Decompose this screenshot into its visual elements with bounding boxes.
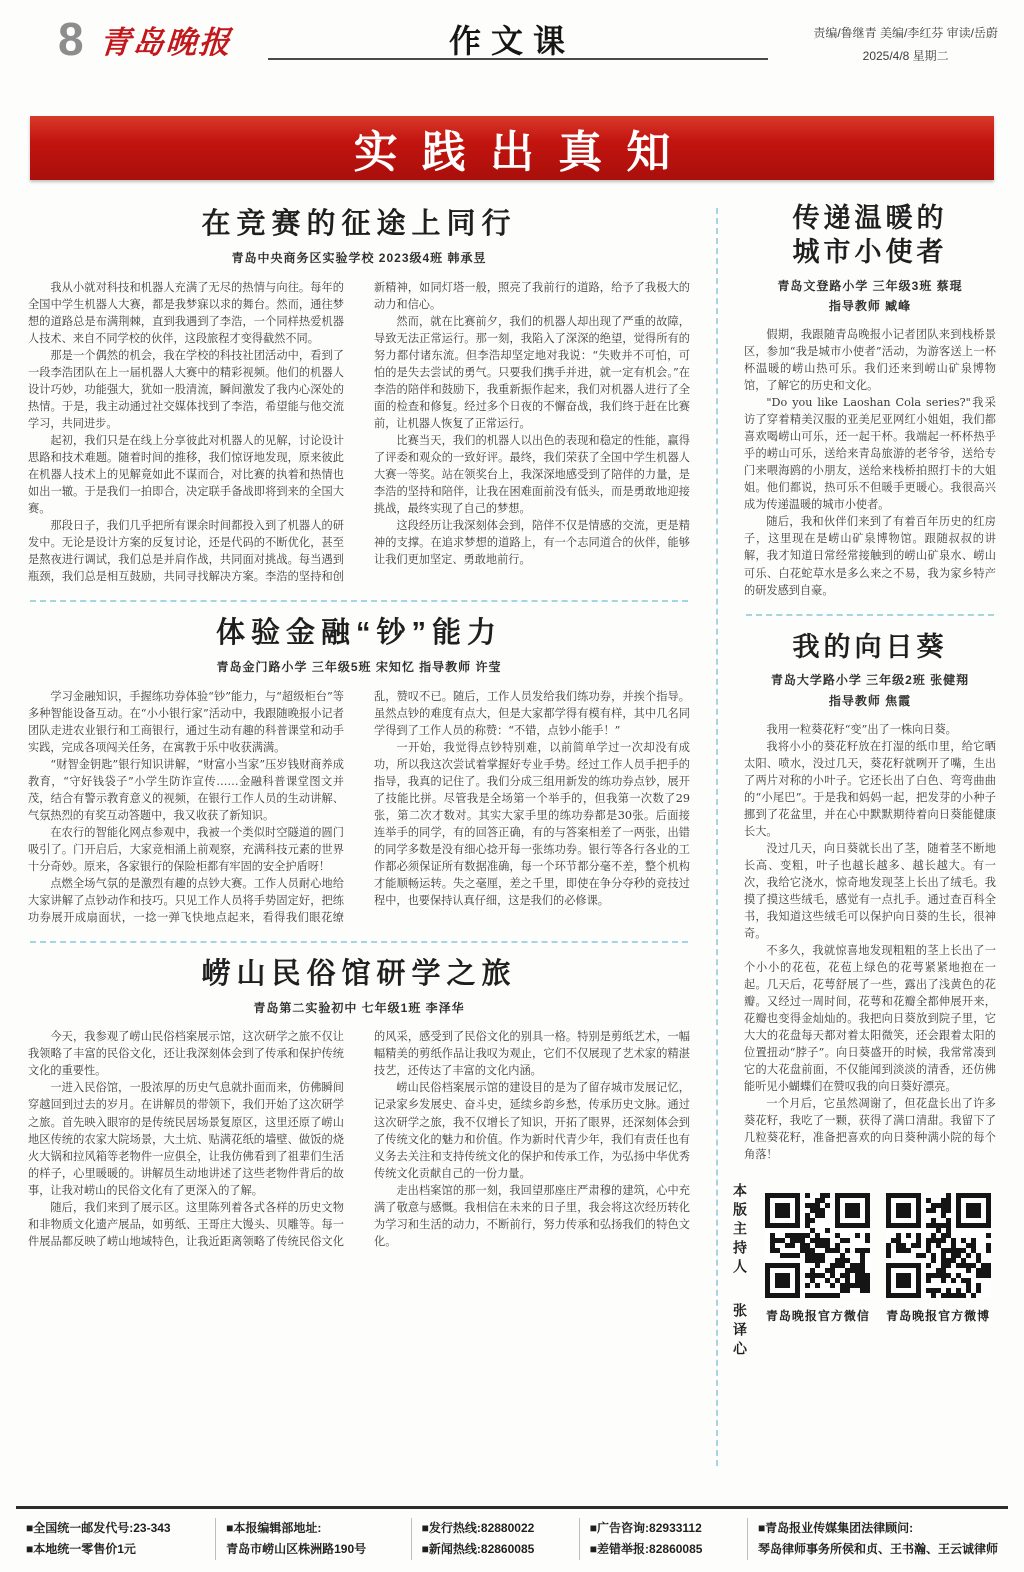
qr-weibo-caption: 青岛晚报官方微博 <box>886 1309 991 1324</box>
vertical-dashed-divider <box>716 208 718 1466</box>
page-number: 8 <box>58 13 84 65</box>
footer-hotlines: ■发行热线:82880022 ■新闻热线:82860085 <box>411 1518 545 1560</box>
footer-columns <box>16 1518 1008 1560</box>
page-host-name: 张译心 <box>732 1303 748 1361</box>
dashed-divider <box>30 941 688 943</box>
host-and-qr-row <box>732 1179 996 1373</box>
paragraph: 随后，我和伙伴们来到了有着百年历史的红房子，这里现在是崂山矿泉博物馆。跟随叔叔的讲解，我才知道日常经常接触到的崂山矿泉水、崂山可乐、白花蛇草水是多么来之不易，我为家乡特产的研发感到自豪。 <box>744 515 996 597</box>
article-body <box>744 326 996 598</box>
article-city-messenger <box>744 200 996 599</box>
article-body <box>744 721 996 1163</box>
paragraph: 一进入民俗馆，一股浓厚的历史气息就扑面而来，仿佛瞬间穿越回到过去的岁月。在讲解员的带领下，我们开始了这次研学之旅。首先映入眼帘的是传统民居场景复原区，这里还原了崂山地区传统的农家大院场景，大土炕、贴满花纸的墙壁、做饭的烧火大锅和拉风箱等老物件一应俱全，让我仿佛看到了祖辈们生活的样子，心里暖暖的。讲解员生动地讲述了这些老物件背后的故事，让我对崂山的民俗文化有了更深入的了解。 <box>28 1081 344 1197</box>
footer-postal-info: ■全国统一邮发代号:23-343 ■本地统一零售价1元 <box>26 1521 171 1556</box>
article-byline: 青岛大学路小学 三年级2班 张健翔 指导教师 焦霞 <box>744 670 996 711</box>
article-title: 传递温暖的 城市小使者 <box>792 203 948 267</box>
date-line: 2025/4/8 星期二 <box>862 48 949 63</box>
footer-ads-reports: ■广告咨询:82933112 ■差错举报:82860085 <box>579 1518 713 1560</box>
article-competition-journey <box>28 206 690 585</box>
paragraph: 比赛当天，我们的机器人以出色的表现和稳定的性能，赢得了评委和观众的一致好评。最终，我们荣获了全国中学生机器人大赛一等奖。站在领奖台上，我深深地感受到了陪伴的力量，是李浩的坚持和陪伴，让我在困难面前没有低头，而是勇敢地迎接挑战，最终实现了自己的梦想。 <box>374 433 690 515</box>
paragraph: “财智金钥匙”银行知识讲解，“财富小当家”压岁钱财商养成教育，“守好钱袋子”小学生防诈宣传……金融科普课堂图文并茂，结合有警示教育意义的视频，在银行工作人员的生动讲解、气氛热烈的有奖互动答题中，我又收获了新知识。 <box>28 757 344 822</box>
article-byline: 青岛第二实验初中 七年级1班 李泽华 <box>253 1001 465 1016</box>
dashed-divider <box>30 600 688 602</box>
paragraph: 随后，我们来到了展示区。这里陈列着各式各样的历史文物和非物质文化遗产展品，如剪纸、王哥庄大馒头、贝雕等。每一件展品都反映了崂山地域特色，让我近距离领略了传统民俗文化的风采，感受到了民俗文化的别具一格。特别是剪纸艺术，一幅幅精美的剪纸作品让我叹为观止，它们不仅展现了艺术家的精湛技艺，还传达了丰富的文化内涵。 <box>28 1030 690 1248</box>
qr-wechat-caption: 青岛晚报官方微信 <box>765 1309 870 1324</box>
paragraph: 崂山民俗档案展示馆的建设目的是为了留存城市发展记忆，记录家乡发展史、奋斗史，延续乡韵乡愁，传承历史文脉。通过这次研学之旅，我不仅增长了知识，开拓了眼界，还深刻体会到了传统文化的魅力和价值。作为新时代青少年，我们有责任也有义务去关注和支持传统文化的保护和传承工作，为弘扬中华优秀传统文化贡献自己的一份力量。 <box>374 1081 690 1180</box>
article-byline: 青岛金门路小学 三年级5班 宋知忆 指导教师 许莹 <box>216 660 502 675</box>
paragraph: 起初，我们只是在线上分享彼此对机器人的见解，讨论设计思路和技术难题。随着时间的推移，我们惊讶地发现，原来彼此在机器人技术上的见解竟如此不谋而合，对比赛的执着和热情也如出一辙。于是我们一拍即合，决定联手备战即将到来的全国大赛。 <box>28 433 344 515</box>
article-finance-skill <box>28 615 690 926</box>
paragraph: 今天，我参观了崂山民俗档案展示馆，这次研学之旅不仅让我领略了丰富的民俗文化，还让我深刻体会到了传承和保护传统文化的重要性。 <box>28 1030 344 1078</box>
article-title: 我的向日葵 <box>792 631 948 662</box>
paragraph: "Do you like Laoshan Cola series?"我采访了穿着精美汉服的亚美尼亚网红小姐姐，我们都喜欢喝崂山可乐，还一起干杯。我端起一杯杯热乎乎的崂山可乐，送给来青岛旅游的老爷爷，送给专门来喂海鸥的小朋友，送给来栈桥拍照打卡的大姐姐。他们都说，热可乐不但暖手更暖心。我很高兴成为传递温暖的城市小使者。 <box>744 396 996 512</box>
paragraph: 那段日子，我们几乎把所有课余时间都投入到了机器人的研发中。无论是设计方案的反复讨论，还是代码的不断优化，甚至是熬夜进行调试，我们总是并肩作战，共同面对挑战。每当遇到瓶颈，我们总是相互鼓励，共同寻找解决方案。李浩的坚持和创新精神，如同灯塔一般，照亮了我前行的道路，给予了我极大的动力和信心。 <box>28 280 690 583</box>
masthead <box>0 0 1024 92</box>
paragraph: 在农行的智能化网点参观中，我被一个类似时空隧道的圆门吸引了。门开启后，大家竞相涌上前观察，充满科技元素的世界十分奇妙。原来，各家银行的保险柜都有牢固的安全护盾呀！ <box>28 825 344 873</box>
paragraph: 我将小小的葵花籽放在打湿的纸巾里，给它晒太阳、喷水，没过几天，葵花籽就咧开了嘴，生出了两片对称的小叶子。它还长出了白色、弯弯曲曲的“小尾巴”。于是我和妈妈一起，把发芽的小种子挪到了花盆里，并在心中默默期待着向日葵能健康长大。 <box>744 740 996 839</box>
article-body <box>28 1028 690 1249</box>
paragraph: 我用一粒葵花籽“变”出了一株向日葵。 <box>766 723 957 737</box>
article-title: 崂山民俗馆研学之旅 <box>201 957 517 990</box>
article-byline: 青岛中央商务区实验学校 2023级4班 韩承昱 <box>231 251 487 266</box>
paragraph: 走出档案馆的那一刻，我回望那座庄严肃穆的建筑，心中充满了敬意与感慨。我相信在未来的日子里，我会将这次经历转化为学习和生活的动力，不断前行，努力传承和弘扬我们的特色文化。 <box>374 1183 690 1248</box>
page-footer <box>0 1506 1024 1572</box>
newspaper-logo: 青岛晚报 <box>98 24 233 61</box>
paragraph: 没过几天，向日葵就长出了茎，随着茎不断地长高、变粗，叶子也越长越多、越长越大。有一次，我给它浇水，惊奇地发现茎上长出了绒毛。我摸了摸这些绒毛，感觉有一点扎手。通过查百科全书，我知道这些绒毛可以保护向日葵的生长，很神奇。 <box>744 842 996 941</box>
article-body <box>28 688 690 926</box>
theme-banner-title: 实践出真知 <box>353 128 695 177</box>
editors-line: 责编/鲁继青 美编/李红芬 审读/岳蔚 <box>813 26 998 40</box>
content-area <box>0 200 1024 1506</box>
paragraph: 假期，我跟随青岛晚报小记者团队来到栈桥景区，参加“我是城市小使者”活动，为游客送上一杯杯温暖的崂山热可乐。我们还来到崂山矿泉博物馆，了解它的历史和文化。 <box>744 328 996 393</box>
article-body <box>28 279 690 585</box>
paragraph: 然而，就在比赛前夕，我们的机器人却出现了严重的故障，导致无法正常运行。那一刻，我陷入了深深的绝望，觉得所有的努力都付诸东流。但李浩却坚定地对我说：“失败并不可怕，可怕的是失去尝试的勇气。只要我们携手并进，就一定有机会。”在李浩的陪伴和鼓励下，我重新振作起来，我们对机器人进行了全面的检查和修复。经过多个日夜的不懈奋战，我们终于赶在比赛前，让机器人恢复了正常运行。 <box>374 314 690 430</box>
main-column <box>28 200 690 1506</box>
qr-weibo-block <box>886 1193 991 1324</box>
qr-code-weibo <box>886 1193 991 1298</box>
article-title: 体验金融“钞”能力 <box>215 616 502 649</box>
theme-banner <box>30 116 994 180</box>
footer-address: ■本报编辑部地址: 青岛市崂山区株洲路190号 <box>215 1518 376 1560</box>
qr-wechat-block <box>765 1193 870 1324</box>
paragraph: 学习金融知识，手握练功券体验“钞”能力，与“超级柜台”等多种智能设备互动。在“小小银行家”活动中，我跟随晚报小记者团队走进农业银行和工商银行，通过生动有趣的科普课堂和动手实践，完成各项闯关任务，在寓教于乐中收获满满。 <box>28 689 344 754</box>
paragraph: 一开始，我觉得点钞特别难，以前简单学过一次却没有成功，所以我这次尝试着掌握好专业手势。经过工作人员手把手的指导，我真的记住了。我们分成三组用新发的练功券点钞，展开了技能比拼。尽管我是全场第一个举手的，但我第一次数了29张，第二次才数对。其实大家手里的练功券都是30张。后面接连举手的同学，有的回答正确，有的与答案相差了一两张，出错的同学多数是没有细心捻开每一张练功券。银行等各行各业的工作都必须保证所有数据准确，每一个环节都分毫不差，整个机构才能顺畅运转。失之毫厘，差之千里，即使在争分夺秒的竞技过程中，也要保持认真仔细，这是我们的必修课。 <box>374 740 690 907</box>
qr-code-group <box>760 1193 996 1324</box>
footer-rule <box>16 1506 1008 1509</box>
paragraph: 一个月后，它虽然凋谢了，但花盘长出了许多葵花籽，我吃了一颗，获得了满口清甜。我留下了几粒葵花籽，准备把喜欢的向日葵种满小院的每个角落！ <box>744 1097 996 1162</box>
qr-code-wechat <box>765 1193 870 1298</box>
article-laoshan-museum <box>28 956 690 1250</box>
paragraph: 那是一个偶然的机会，我在学校的科技社团活动中，看到了一段李浩团队在上一届机器人大赛中的精彩视频。他们的机器人设计巧妙，功能强大，犹如一股清流，瞬间激发了我内心深处的热情。于是，我主动通过社交媒体找到了李浩，希望能与他交流学习，共同进步。 <box>28 348 344 430</box>
article-title: 在竞赛的征途上同行 <box>201 208 517 240</box>
dashed-divider <box>746 614 994 616</box>
page-host-label: 本版主持人 张译心 <box>732 1183 748 1361</box>
paragraph: 我从小就对科技和机器人充满了无尽的热情与向往。每年的全国中学生机器人大赛，都是我梦寐以求的舞台。然而，通往梦想的道路总是布满荆棘，直到我遇到了李浩，一个同样热爱机器人技术、来自不同学校的伙伴，这段旅程才变得截然不同。 <box>28 280 344 345</box>
footer-legal: ■青岛报业传媒集团法律顾问: 琴岛律师事务所侯和贞、王书瀚、王云诚律师 <box>747 1518 1008 1560</box>
paragraph: 这段经历让我深刻体会到，陪伴不仅是情感的交流，更是精神的支撑。在追求梦想的道路上，有一个志同道合的伙伴，能够让我们更加坚定、勇敢地前行。 <box>374 518 690 566</box>
article-my-sunflower <box>744 629 996 1164</box>
paragraph: 点燃全场气氛的是激烈有趣的点钞大赛。工作人员耐心地给大家讲解了点钞动作和技巧。只见工作人员将手势固定好，把练功券展开成扇面状，一捻一弹飞快地点起来，看得我们眼花缭乱，赞叹不已。随后，工作人员发给我们练功券，并挨个指导。虽然点钞的难度有点大，但是大家都学得有模有样，其中几名同学得到了工作人员的称赞：“不错，点钞小能手！” <box>28 689 690 924</box>
article-byline-teacher: 指导教师 臧峰 <box>828 298 912 313</box>
header-rule <box>268 58 768 60</box>
paragraph: 不多久，我就惊喜地发现粗粗的茎上长出了一个小小的花苞，花苞上绿色的花萼紧紧地抱在一起。几天后，花萼舒展了一些，露出了浅黄色的花瓣。又经过一周时间，花萼和花瓣全都伸展开来，花瓣也变得金灿灿的。我把向日葵放到院子里，它大大的花盘每天都对着太阳微笑，还会跟着太阳的位置扭动“脖子”。向日葵盛开的时候，我常常凑到它的大花盘前面，不仅能闻到淡淡的清香，还仿佛能听见小蝴蝶们在赞叹我的向日葵好漂亮。 <box>744 944 996 1094</box>
article-byline-teacher: 指导教师 焦霞 <box>828 693 912 708</box>
side-column <box>732 200 996 1506</box>
section-title: 作文课 <box>448 23 575 59</box>
article-byline: 青岛文登路小学 三年级3班 蔡琨 指导教师 臧峰 <box>744 276 996 317</box>
masthead-meta <box>813 22 998 68</box>
